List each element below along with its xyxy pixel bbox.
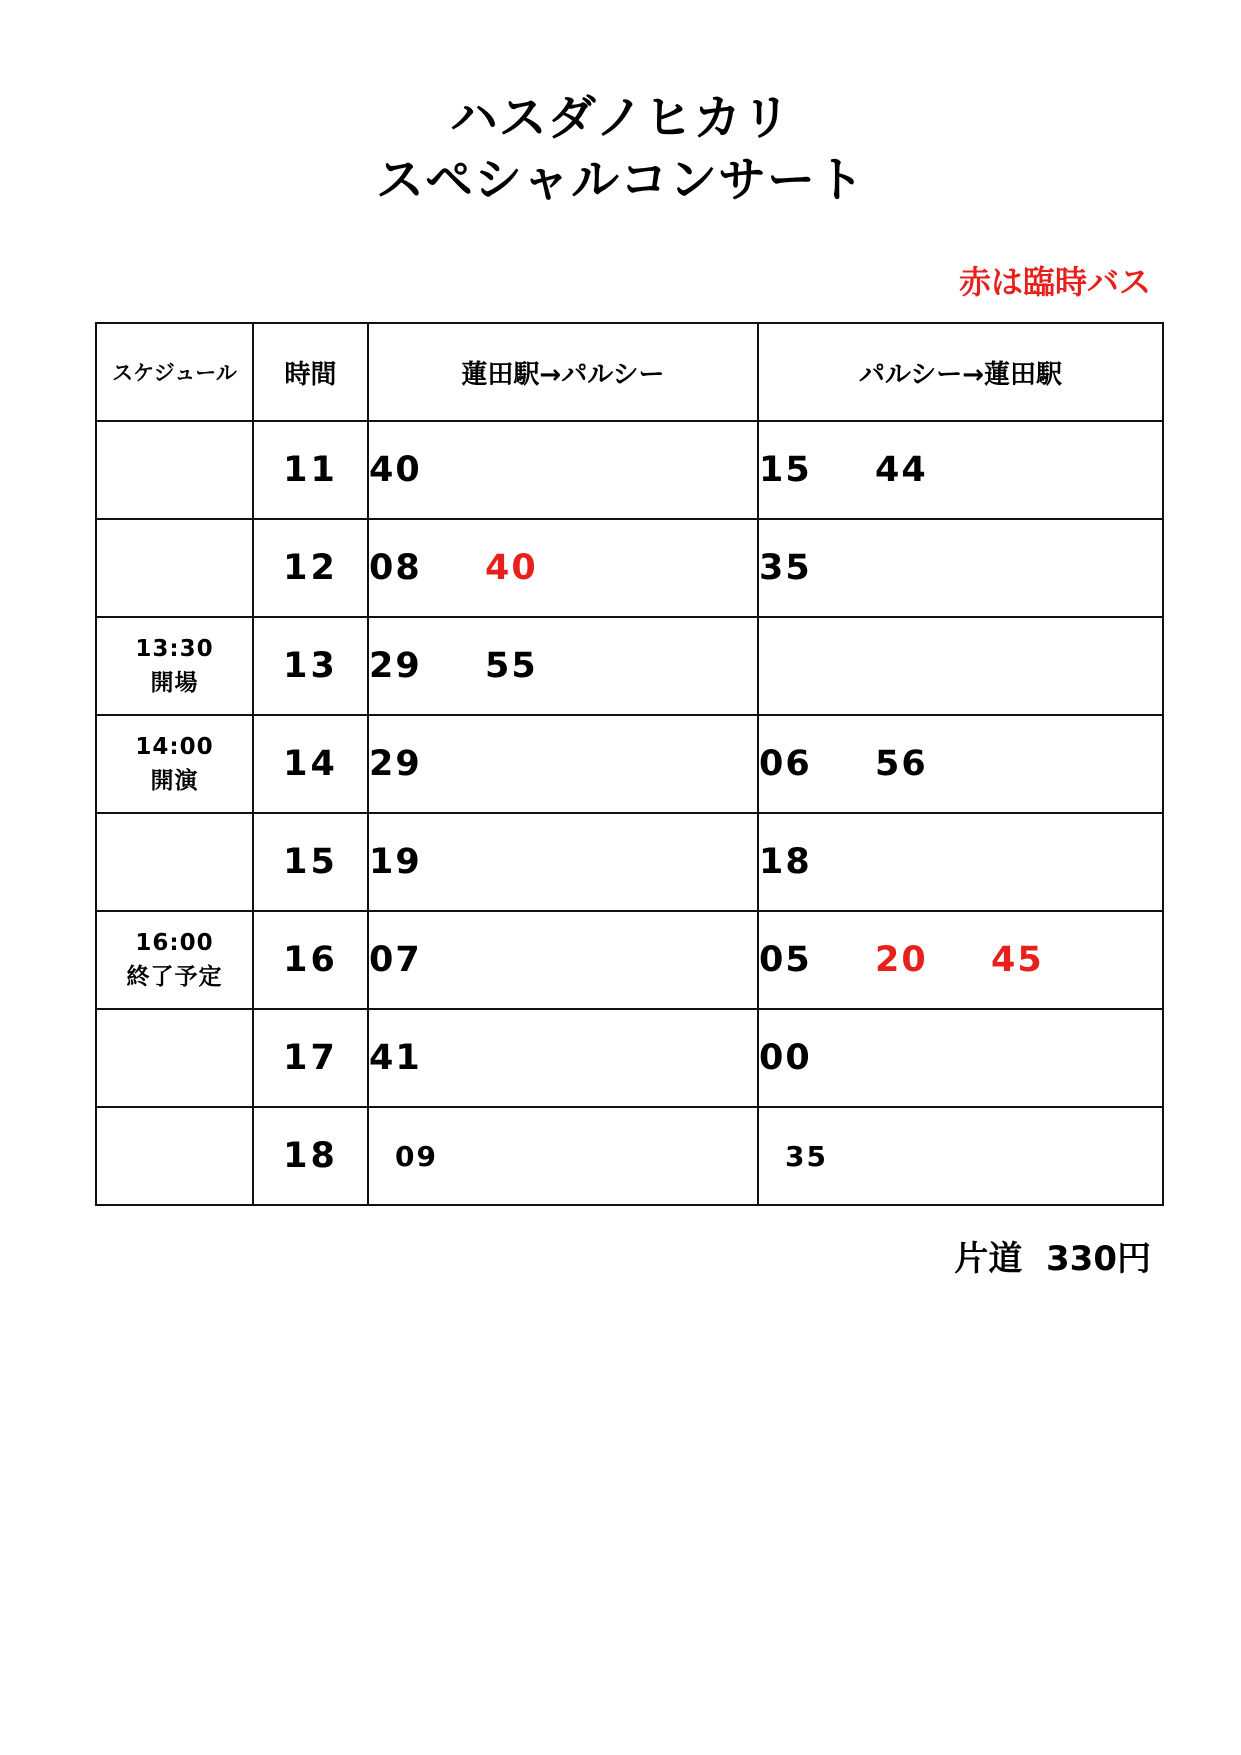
departure-minute: 56 (875, 744, 928, 784)
timetable-row (96, 617, 1163, 715)
departure-minute: 08 (369, 548, 422, 588)
departure-minute: 55 (485, 646, 538, 686)
hour-cell: 17 (253, 1009, 368, 1107)
outbound-minutes-cell (368, 911, 758, 1009)
outbound-minutes-cell (368, 421, 758, 519)
hour-cell: 18 (253, 1107, 368, 1205)
outbound-minutes-cell (368, 617, 758, 715)
outbound-minutes-cell (368, 1107, 758, 1205)
outbound-minutes-cell (368, 1009, 758, 1107)
outbound-header: 蓮田駅→パルシー (368, 323, 758, 421)
timetable-row (96, 1009, 1163, 1107)
inbound-minutes-cell (758, 1107, 1163, 1205)
departure-minute: 09 (395, 1139, 438, 1173)
departure-minute: 29 (369, 744, 422, 784)
schedule-time: 14:00 (135, 734, 214, 760)
departure-minute: 07 (369, 940, 422, 980)
schedule-event: 開演 (150, 768, 199, 794)
page-subtitle: スペシャルコンサート (375, 152, 866, 208)
inbound-minutes-cell (758, 617, 1163, 715)
bus-timetable (95, 322, 1164, 1206)
timetable-row (96, 911, 1163, 1009)
departure-minute: 40 (369, 450, 422, 490)
hour-cell: 15 (253, 813, 368, 911)
inbound-minutes-cell (758, 519, 1163, 617)
inbound-minutes-cell (758, 715, 1163, 813)
temporary-bus-note: 赤は臨時バス (958, 263, 1151, 301)
fare-one-way: 片道 330円 (954, 1239, 1151, 1279)
hour-cell: 13 (253, 617, 368, 715)
timetable-body (96, 421, 1163, 1205)
outbound-minutes-cell (368, 715, 758, 813)
timetable-row (96, 519, 1163, 617)
outbound-minutes-cell (368, 519, 758, 617)
schedule-time: 13:30 (135, 636, 214, 662)
departure-minute: 19 (369, 842, 422, 882)
departure-minute: 35 (759, 548, 812, 588)
inbound-header: パルシー→蓮田駅 (758, 323, 1163, 421)
inbound-minutes-cell (758, 421, 1163, 519)
hour-cell: 12 (253, 519, 368, 617)
timetable-row (96, 813, 1163, 911)
schedule-cell (96, 1107, 253, 1205)
hour-cell: 11 (253, 421, 368, 519)
hour-cell: 16 (253, 911, 368, 1009)
departure-minute: 06 (759, 744, 812, 784)
inbound-minutes-cell (758, 1009, 1163, 1107)
schedule-event: 開場 (150, 670, 199, 696)
schedule-cell (96, 519, 253, 617)
temporary-departure-minute: 45 (991, 940, 1044, 980)
hour-header: 時間 (253, 323, 368, 421)
departure-minute: 18 (759, 842, 812, 882)
timetable-row (96, 715, 1163, 813)
timetable-row (96, 421, 1163, 519)
page-title: ハスダノヒカリ (449, 90, 792, 146)
inbound-minutes-cell (758, 911, 1163, 1009)
departure-minute: 15 (759, 450, 812, 490)
temporary-departure-minute: 20 (875, 940, 928, 980)
schedule-header: スケジュール (96, 323, 253, 421)
schedule-cell (96, 813, 253, 911)
schedule-cell (96, 617, 253, 715)
hour-cell: 14 (253, 715, 368, 813)
temporary-departure-minute: 40 (485, 548, 538, 588)
departure-minute: 29 (369, 646, 422, 686)
timetable-header-row (96, 323, 1163, 421)
departure-minute: 00 (759, 1038, 812, 1078)
schedule-cell (96, 715, 253, 813)
schedule-cell (96, 1009, 253, 1107)
schedule-event: 終了予定 (126, 964, 223, 990)
schedule-cell (96, 911, 253, 1009)
timetable-row (96, 1107, 1163, 1205)
schedule-time: 16:00 (135, 930, 214, 956)
departure-minute: 05 (759, 940, 812, 980)
departure-minute: 44 (875, 450, 928, 490)
inbound-minutes-cell (758, 813, 1163, 911)
schedule-cell (96, 421, 253, 519)
outbound-minutes-cell (368, 813, 758, 911)
departure-minute: 41 (369, 1038, 422, 1078)
departure-minute: 35 (785, 1139, 828, 1173)
